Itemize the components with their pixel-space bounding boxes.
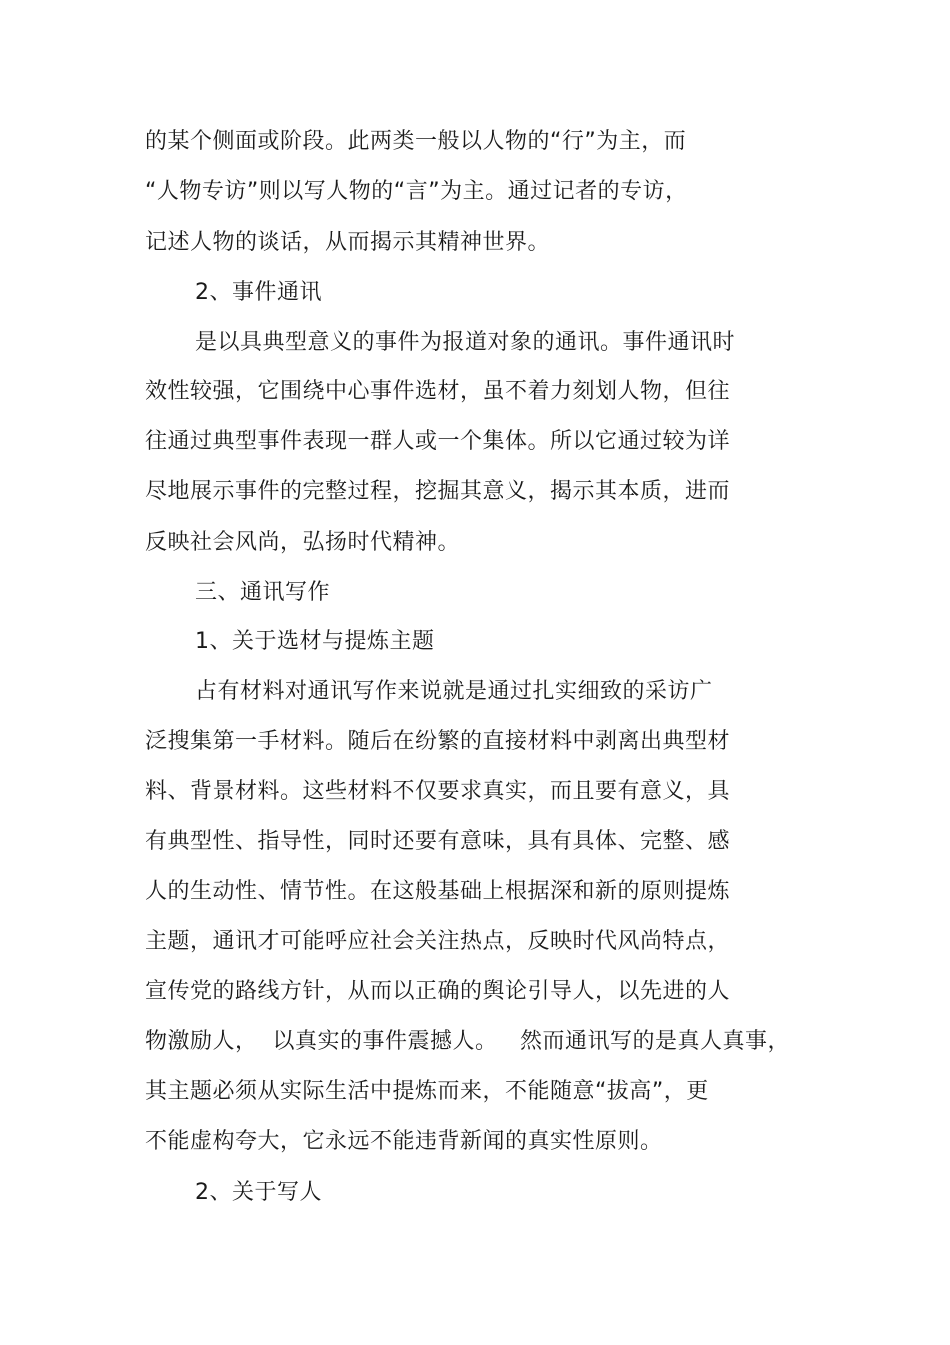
section-heading: 2、关于写人 (195, 1180, 322, 1205)
text-line: 物激励人， 以真实的事件震撼人。 然而通讯写的是真人真事， (145, 1029, 790, 1054)
text-line: 宣传党的路线方针，从而以正确的舆论引导人，以先进的人 (145, 979, 731, 1004)
text-line: 不能虚构夸大，它永远不能违背新闻的真实性原则。 (145, 1129, 663, 1154)
text-line: 记述人物的谈话，从而揭示其精神世界。 (145, 230, 551, 255)
text-line: 其主题必须从实际生活中提炼而来，不能随意“拔高”，更 (145, 1079, 709, 1104)
section-heading: 2、事件通讯 (195, 280, 322, 305)
text-line: 是以具典型意义的事件为报道对象的通讯。事件通讯时 (195, 330, 736, 355)
text-line: 人的生动性、情节性。在这般基础上根据深和新的原则提炼 (145, 879, 731, 904)
text-line: 占有材料对通讯写作来说就是通过扎实细致的采访广 (195, 679, 713, 704)
text-line: 料、背景材料。这些材料不仅要求真实，而且要有意义，具 (145, 779, 731, 804)
section-heading: 三、通讯写作 (195, 580, 331, 605)
text-line: 主题，通讯才可能呼应社会关注热点，反映时代风尚特点， (145, 929, 731, 954)
text-line: 反映社会风尚，弘扬时代精神。 (145, 530, 461, 555)
text-line: 的某个侧面或阶段。此两类一般以人物的“行”为主，而 (145, 129, 687, 154)
text-line: 尽地展示事件的完整过程，挖掘其意义，揭示其本质，进而 (145, 479, 731, 504)
text-line: 效性较强，它围绕中心事件选材，虽不着力刻划人物，但往 (145, 379, 731, 404)
text-line: 有典型性、指导性，同时还要有意味，具有具体、完整、感 (145, 829, 731, 854)
text-line: 泛搜集第一手材料。随后在纷繁的直接材料中剥离出典型材 (145, 729, 731, 754)
text-line: 往通过典型事件表现一群人或一个集体。所以它通过较为详 (145, 429, 731, 454)
text-line: “人物专访”则以写人物的“言”为主。通过记者的专访， (145, 179, 688, 204)
section-heading: 1、关于选材与提炼主题 (195, 629, 435, 654)
